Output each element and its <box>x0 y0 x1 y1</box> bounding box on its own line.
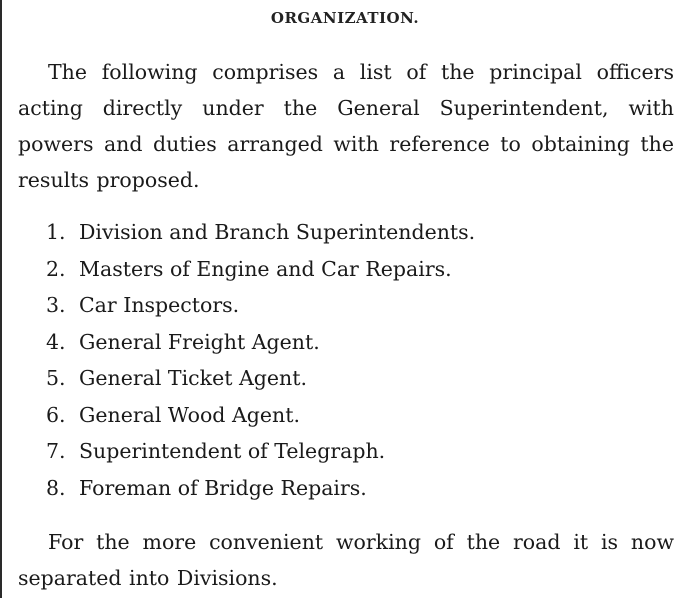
list-item-number: 5. <box>46 366 66 390</box>
list-item-number: 3. <box>46 293 66 317</box>
closing-paragraph-text: For the more convenient working of the road it is now separated into Divisions. <box>18 530 674 590</box>
list-item <box>46 324 475 361</box>
list-item-number: 8. <box>46 475 66 500</box>
list-item-number: 4. <box>46 329 66 354</box>
list-item <box>46 397 475 434</box>
list-item <box>46 433 475 470</box>
list-item <box>46 251 475 288</box>
list-item-title: General Ticket Agent. <box>79 366 307 390</box>
closing-paragraph <box>18 524 674 596</box>
list-item <box>46 214 475 251</box>
list-item-title: Car Inspectors. <box>79 293 240 317</box>
list-item <box>46 287 475 324</box>
list-item-title: Superintendent of Telegraph. <box>79 439 386 463</box>
intro-paragraph-text: The following comprises a list of the principal officers acting directly under the General Superintendent, with powers and duties arranged with reference to obtaining the results proposed. <box>18 60 674 192</box>
list-item-number: 1. <box>46 220 66 244</box>
officers-list <box>46 214 475 506</box>
list-item-number: 6. <box>46 402 66 427</box>
list-item-title: General Wood Agent. <box>79 402 300 427</box>
section-heading: ORGANIZATION. <box>270 9 420 27</box>
list-item-title: Division and Branch Superintendents. <box>79 220 476 244</box>
list-item-title: Foreman of Bridge Repairs. <box>79 475 367 500</box>
list-item <box>46 470 475 507</box>
list-item-number: 7. <box>46 439 66 463</box>
list-item-title: General Freight Agent. <box>79 329 320 354</box>
list-item <box>46 360 475 397</box>
list-item-title: Masters of Engine and Car Repairs. <box>79 256 452 281</box>
list-item-number: 2. <box>46 256 66 281</box>
intro-paragraph <box>18 54 674 198</box>
